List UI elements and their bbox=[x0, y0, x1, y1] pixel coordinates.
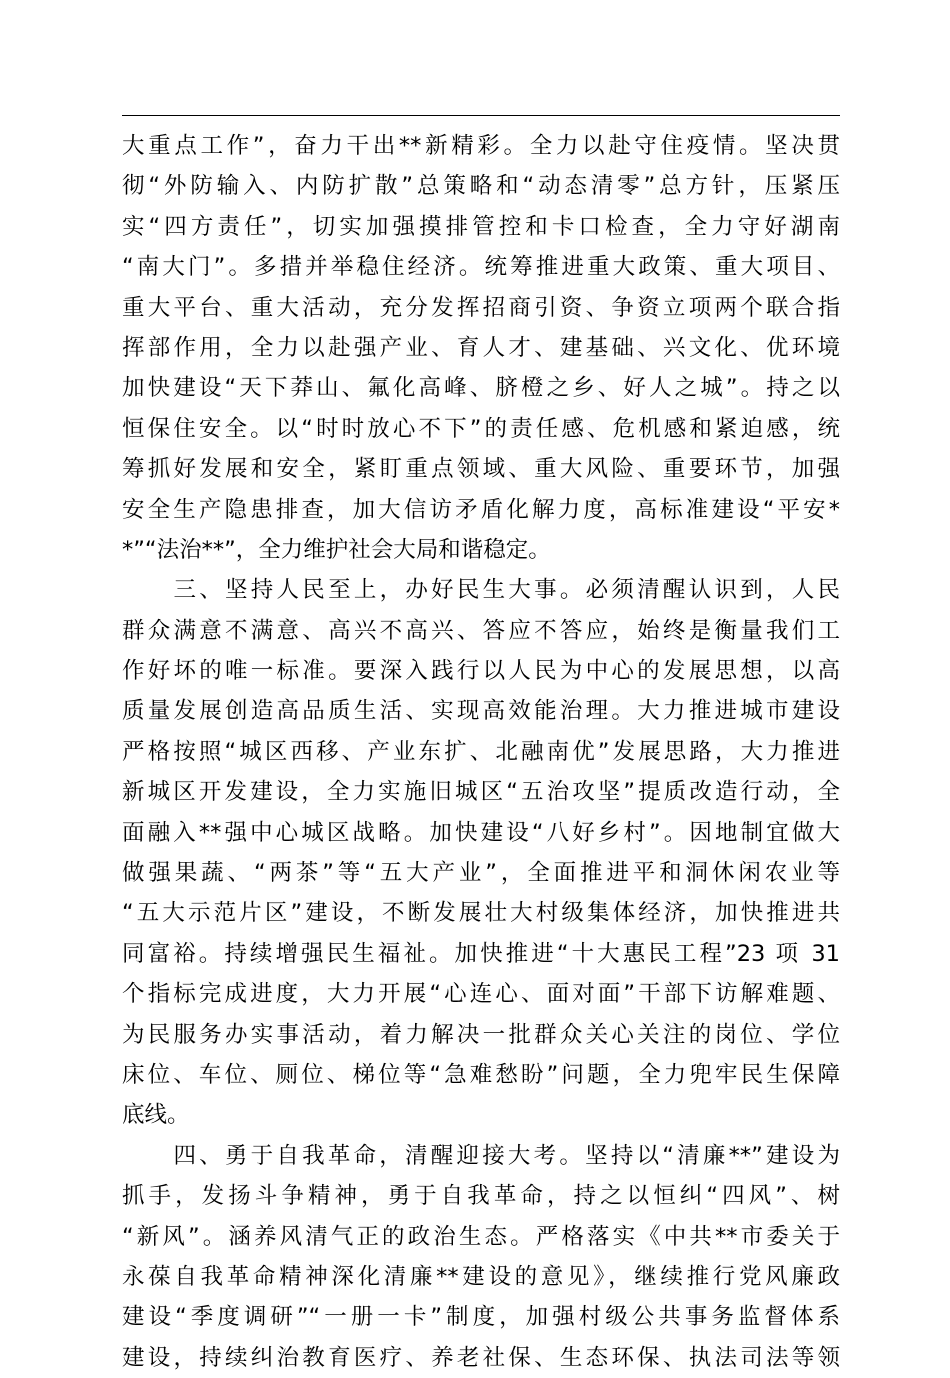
paragraph-start-line: 三、坚持人民至上，办好民生大事。必须清醒认识到，人民 bbox=[122, 577, 840, 604]
text-line: 个指标完成进度，大力开展“心连心、面对面”干部下访解难题、 bbox=[122, 981, 840, 1008]
text-line: 大重点工作”，奋力干出**新精彩。全力以赴守住疫情。坚决贯 bbox=[122, 133, 840, 159]
text-line: 重大平台、重大活动，充分发挥招商引资、争资立项两个联合指 bbox=[122, 294, 840, 321]
text-line: 新城区开发建设，全力实施旧城区“五治攻坚”提质改造行动，全 bbox=[122, 779, 840, 806]
text-line: 彻“外防输入、内防扩散”总策略和“动态清零”总方针，压紧压 bbox=[122, 173, 840, 200]
header-rule bbox=[122, 115, 840, 116]
text-line: 做强果蔬、“两茶”等“五大产业”，全面推进平和洞休闲农业等 bbox=[122, 860, 840, 887]
paragraph-end-line: 底线。 bbox=[122, 1102, 190, 1129]
text-line: “南大门”。多措并举稳住经济。统筹推进重大政策、重大项目、 bbox=[122, 254, 840, 281]
text-line: 安全生产隐患排查，加大信访矛盾化解力度，高标准建设“平安* bbox=[122, 496, 840, 523]
text-line: 恒保住安全。以“时时放心不下”的责任感、危机感和紧迫感，统 bbox=[122, 415, 840, 442]
body-text bbox=[122, 126, 840, 1378]
text-line: 作好坏的唯一标准。要深入践行以人民为中心的发展思想，以高 bbox=[122, 658, 840, 685]
text-line: 永葆自我革命精神深化清廉**建设的意见》，继续推行党风廉政 bbox=[122, 1263, 840, 1290]
text-line: 床位、车位、厕位、梯位等“急难愁盼”问题，全力兜牢民生保障 bbox=[122, 1061, 840, 1088]
text-line: 为民服务办实事活动，着力解决一批群众关心关注的岗位、学位 bbox=[122, 1021, 840, 1048]
text-line: 实“四方责任”，切实加强摸排管控和卡口检查，全力守好湖南 bbox=[122, 213, 840, 240]
text-line: 群众满意不满意、高兴不高兴、答应不答应，始终是衡量我们工 bbox=[122, 617, 840, 644]
paragraph-end-line: *”“法治**”，全力维护社会大局和谐稳定。 bbox=[122, 536, 551, 563]
text-line: 筹抓好发展和安全，紧盯重点领域、重大风险、重要环节，加强 bbox=[122, 456, 840, 483]
text-line: 挥部作用，全力以赴强产业、育人才、建基础、兴文化、优环境 bbox=[122, 334, 840, 361]
paragraph-start-line: 四、勇于自我革命，清醒迎接大考。坚持以“清廉**”建设为 bbox=[122, 1142, 840, 1169]
text-line: “新风”。涵养风清气正的政治生态。严格落实《中共**市委关于 bbox=[122, 1223, 840, 1250]
text-line: 抓手，发扬斗争精神，勇于自我革命，持之以恒纠“四风”、树 bbox=[122, 1183, 840, 1210]
text-line: 质量发展创造高品质生活、实现高效能治理。大力推进城市建设 bbox=[122, 698, 840, 725]
text-line: 建设“季度调研”“一册一卡”制度，加强村级公共事务监督体系 bbox=[122, 1304, 840, 1331]
text-line: “五大示范片区”建设，不断发展壮大村级集体经济，加快推进共 bbox=[122, 900, 840, 927]
text-line: 严格按照“城区西移、产业东扩、北融南优”发展思路，大力推进 bbox=[122, 738, 840, 765]
text-line: 建设，持续纠治教育医疗、养老社保、生态环保、执法司法等领 bbox=[122, 1344, 840, 1371]
text-line: 同富裕。持续增强民生福祉。加快推进“十大惠民工程”23 项 31 bbox=[122, 940, 840, 967]
text-line: 面融入**强中心城区战略。加快建设“八好乡村”。因地制宜做大 bbox=[122, 819, 840, 846]
text-line: 加快建设“天下莽山、氟化高峰、脐橙之乡、好人之城”。持之以 bbox=[122, 375, 840, 402]
